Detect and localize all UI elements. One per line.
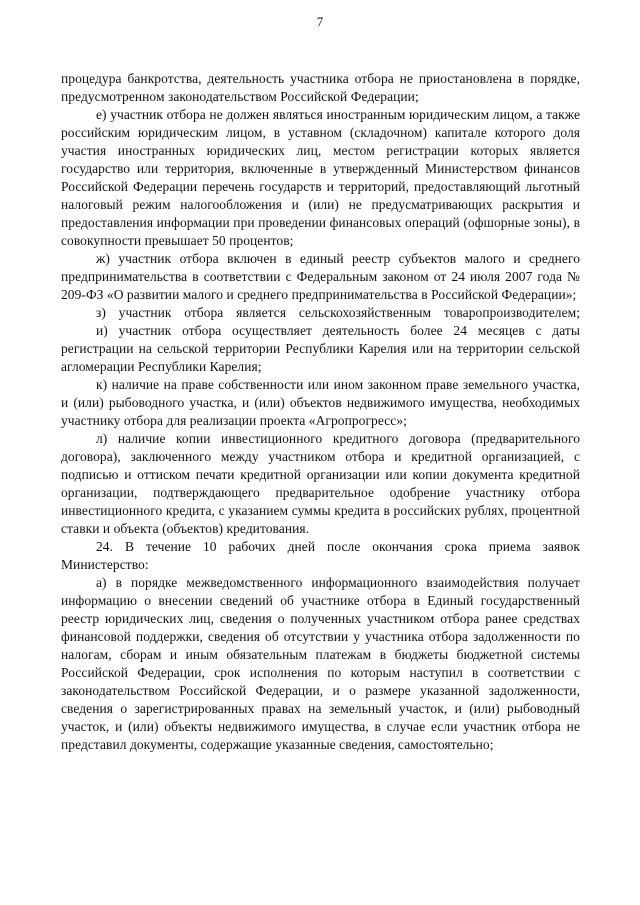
paragraph-item-l: л) наличие копии инвестиционного кредитного договора (предварительного договора), заключенного между участником отбора и кредитной организацией, с подписью и оттиском печати кредитной организации или копии документа кредитной организации, подтверждающего предварительное одобрение участнику отбора инвестиционного кредита, с указанием суммы кредита в российских рублях, процентной ставки и объекта (объектов) кредитования.	[61, 431, 580, 536]
document-body	[61, 70, 580, 754]
paragraph-item-i: и) участник отбора осуществляет деятельность более 24 месяцев с даты регистрации на сельской территории Республики Карелия или на территории сельской агломерации Республики Карелия;	[61, 323, 580, 374]
page-number: 7	[316, 14, 324, 29]
paragraph-item-e: е) участник отбора не должен являться иностранным юридическим лицом, а также российским юридическим лицом, в уставном (складочном) капитале которого доля участия иностранных юридических лиц, местом регистрации которых является государство или территория, включенные в утвержденный Министерством финансов Российской Федерации перечень государств и территорий, предоставляющий льготный налоговый режим налогообложения и (или) не предусматривающих раскрытия и предоставления информации при проведении финансовых операций (офшорные зоны), в совокупности превышает 50 процентов;	[61, 107, 580, 248]
paragraph-bankruptcy-continuation: процедура банкротства, деятельность участника отбора не приостановлена в порядке, предусмотренном законодательством Российской Федерации;	[61, 71, 580, 104]
paragraph-item-z: з) участник отбора является сельскохозяйственным товаропроизводителем;	[96, 305, 580, 320]
paragraph-item-zh: ж) участник отбора включен в единый реестр субъектов малого и среднего предпринимательства в соответствии с Федеральным законом от 24 июля 2007 года № 209-ФЗ «О развитии малого и среднего предпринимательства в Российской Федерации»;	[61, 251, 580, 302]
paragraph-item-a: а) в порядке межведомственного информационного взаимодействия получает информацию о внесении сведений об участнике отбора в Единый государственный реестр юридических лиц, сведения о полученных участником отбора ранее средствах финансовой поддержки, сведения об отсутствии у участника отбора задолженности по налогам, сборам и иным обязательным платежам в бюджеты бюджетной системы Российской Федерации, срок исполнения по которым наступил в соответствии с законодательством Российской Федерации, и о размере указанной задолженности, сведения о зарегистрированных правах на земельный участок, и (или) рыбоводный участок, и (или) объекты недвижимого имущества, в случае если участник отбора не представил документы, содержащие указанные сведения, самостоятельно;	[61, 575, 580, 752]
paragraph-item-k: к) наличие на праве собственности или ином законном праве земельного участка, и (или) рыбоводного участка, и (или) объектов недвижимого имущества, необходимых участнику отбора для реализации проекта «Агропрогресс»;	[61, 377, 580, 428]
paragraph-section-24: 24. В течение 10 рабочих дней после окончания срока приема заявок Министерство:	[61, 539, 580, 572]
